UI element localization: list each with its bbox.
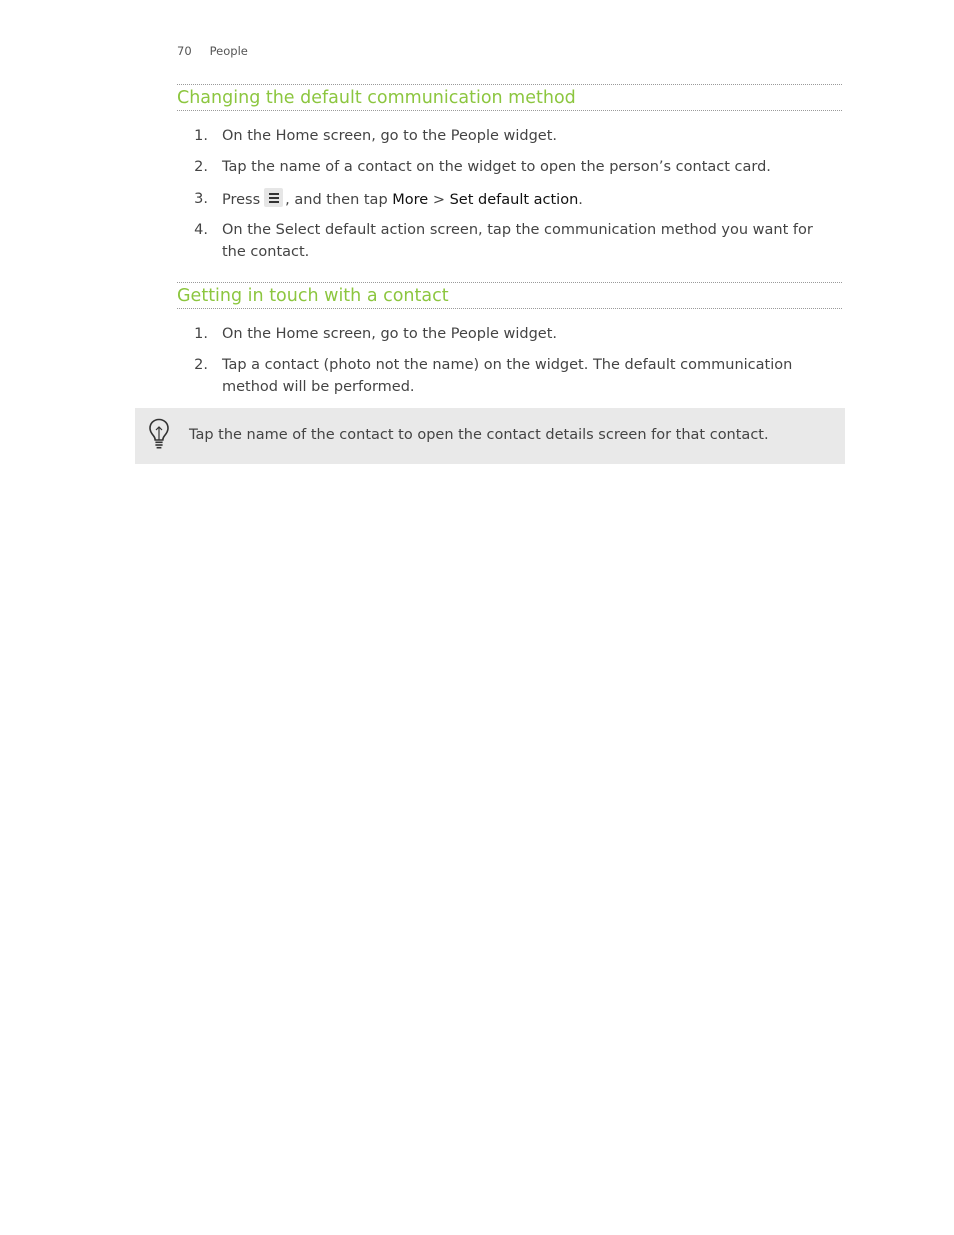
section-rule-bottom (177, 110, 842, 111)
step-text: On the Home screen, go to the People widget. (222, 326, 558, 342)
section-rule-top (177, 282, 842, 283)
running-header (177, 44, 248, 58)
step-text-part: . (578, 192, 583, 208)
lightbulb-icon (148, 418, 170, 450)
step-text: Tap the name of a contact on the widget to open the person’s contact card. (222, 159, 771, 175)
ui-term-more: More (392, 192, 429, 208)
step-number: 2. (194, 159, 208, 175)
step-text: On the Home screen, go to the People widget. (222, 128, 558, 144)
menu-icon (264, 188, 283, 207)
step-number: 4. (194, 222, 208, 238)
step-number: 1. (194, 326, 208, 342)
step-text: Tap a contact (photo not the name) on the widget. The default communication method will be performed. (222, 357, 793, 395)
chapter-name: People (209, 44, 248, 58)
step-text-part: , and then tap (285, 192, 388, 208)
step-number: 3. (194, 191, 208, 207)
section-title-getting-in-touch: Getting in touch with a contact (177, 286, 449, 306)
tip-box (135, 408, 845, 464)
tip-text: Tap the name of the contact to open the contact details screen for that contact. (189, 427, 769, 443)
step-text-part: Press (222, 192, 261, 208)
step-text (222, 188, 837, 211)
ui-term-set-default-action: Set default action (449, 192, 579, 208)
section-rule-bottom (177, 308, 842, 309)
step-number: 2. (194, 357, 208, 373)
step-number: 1. (194, 128, 208, 144)
section-title-default-method: Changing the default communication method (177, 88, 576, 108)
step-text: On the Select default action screen, tap the communication method you want for the contact. (222, 222, 813, 260)
section-rule-top (177, 84, 842, 85)
separator: > (432, 192, 445, 208)
page-number: 70 (177, 44, 192, 58)
